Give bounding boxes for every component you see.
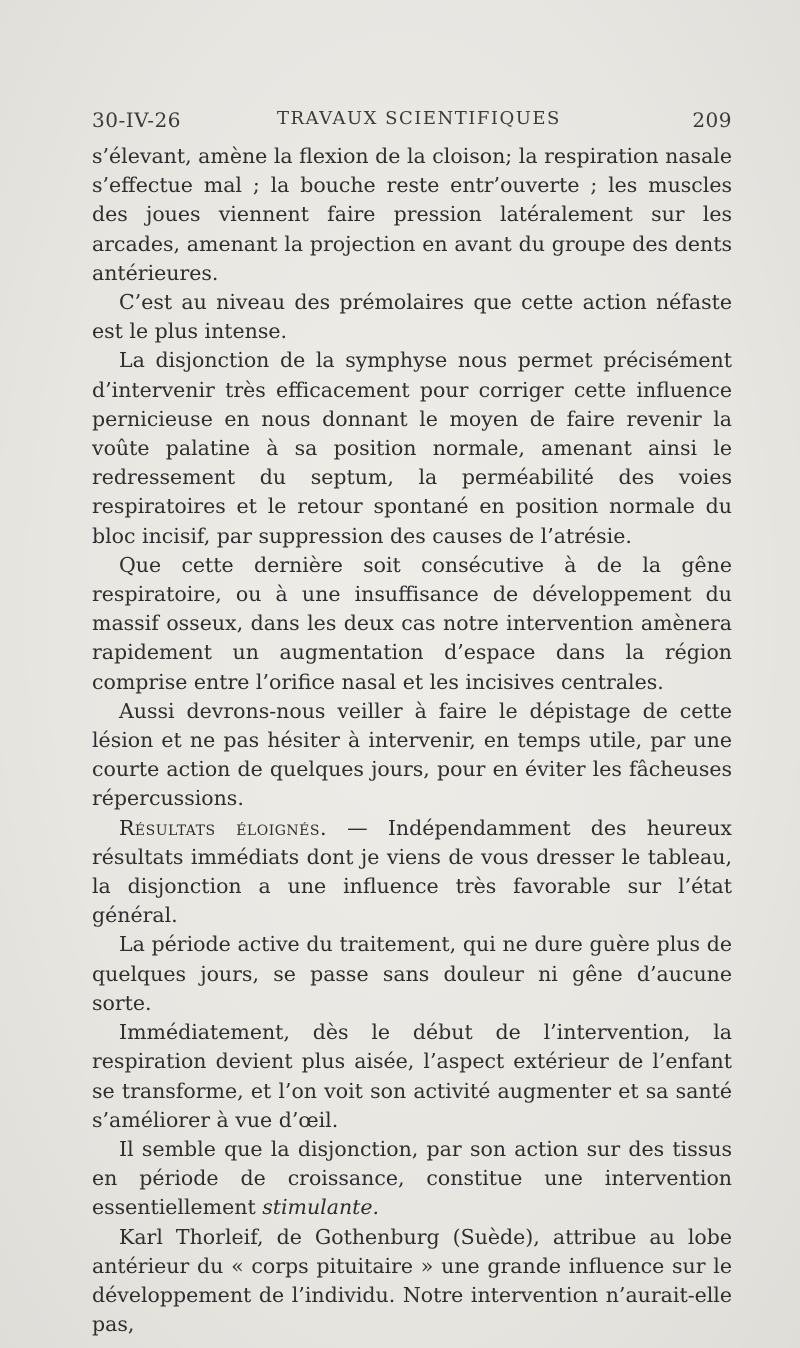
- paragraph-7: La période active du traitement, qui ne dure guère plus de quelques jours, se passe sans douleur ni gêne d’aucune sorte.: [92, 932, 732, 1015]
- paragraph-3: La disjonction de la symphyse nous permet précisément d’intervenir très efficacement pour corriger cette influence pernicieuse en nous donnant le moyen de faire revenir la voûte palatine à sa position normale, amenant ainsi le redressement du septum, la perméabilité des voies respiratoires et le retour spontané en position normale du bloc incisif, par suppression des causes de l’atrésie.: [92, 348, 732, 548]
- body-text: [92, 142, 732, 1339]
- paragraph-8: Immédiatement, dès le début de l’intervention, la respiration devient plus aisée, l’aspect extérieur de l’enfant se transforme, et l’on voit son activité augmenter et sa santé s’améliorer à vue d’œil.: [92, 1020, 732, 1132]
- header-date: 30-IV-26: [92, 108, 181, 132]
- header-title: TRAVAUX SCIENTIFIQUES: [277, 108, 561, 129]
- paragraph-9-text: Il semble que la disjonction, par son action sur des tissus en période de croissance, constitue une intervention essentiellement: [92, 1136, 732, 1220]
- paragraph-10: Karl Thorleif, de Gothenburg (Suède), attribue au lobe antérieur du « corps pituitaire » une grande influence sur le développement de l’individu. Notre intervention n’aurait-elle pas,: [92, 1224, 732, 1337]
- paragraph-4: Que cette dernière soit consécutive à de la gêne respiratoire, ou à une insuffisance de développement du massif osseux, dans les deux cas notre intervention amènera rapidement un augmentation d’espace dans la région comprise entre l’orifice nasal et les incisives centrales.: [92, 552, 732, 694]
- paragraph-9-italic: stimulante.: [262, 1195, 380, 1220]
- running-header: [92, 108, 732, 138]
- paragraph-5: Aussi devrons-nous veiller à faire le dépistage de cette lésion et ne pas hésiter à intervenir, en temps utile, par une courte action de quelques jours, pour en éviter les fâcheuses répercussions.: [92, 698, 732, 811]
- section-heading: Résultats éloignés.: [119, 815, 327, 840]
- paragraph-6-text: — Indépendamment des heureux résultats immédiats dont je viens de vous dresser le tableau, la disjonction a une influence très favorable sur l’état général.: [92, 815, 732, 928]
- paragraph-1: s’élevant, amène la flexion de la cloison; la respiration nasale s’effectue mal ; la bouche reste entr’ouverte ; les muscles des joues viennent faire pression latéralement sur les arcades, amenant la projection en avant du groupe des dents antérieures.: [92, 144, 732, 285]
- page-number: 209: [692, 108, 732, 132]
- paragraph-2: C’est au niveau des prémolaires que cette action néfaste est le plus intense.: [92, 290, 732, 344]
- paragraph-6: [92, 814, 732, 931]
- paragraph-9: [92, 1135, 732, 1223]
